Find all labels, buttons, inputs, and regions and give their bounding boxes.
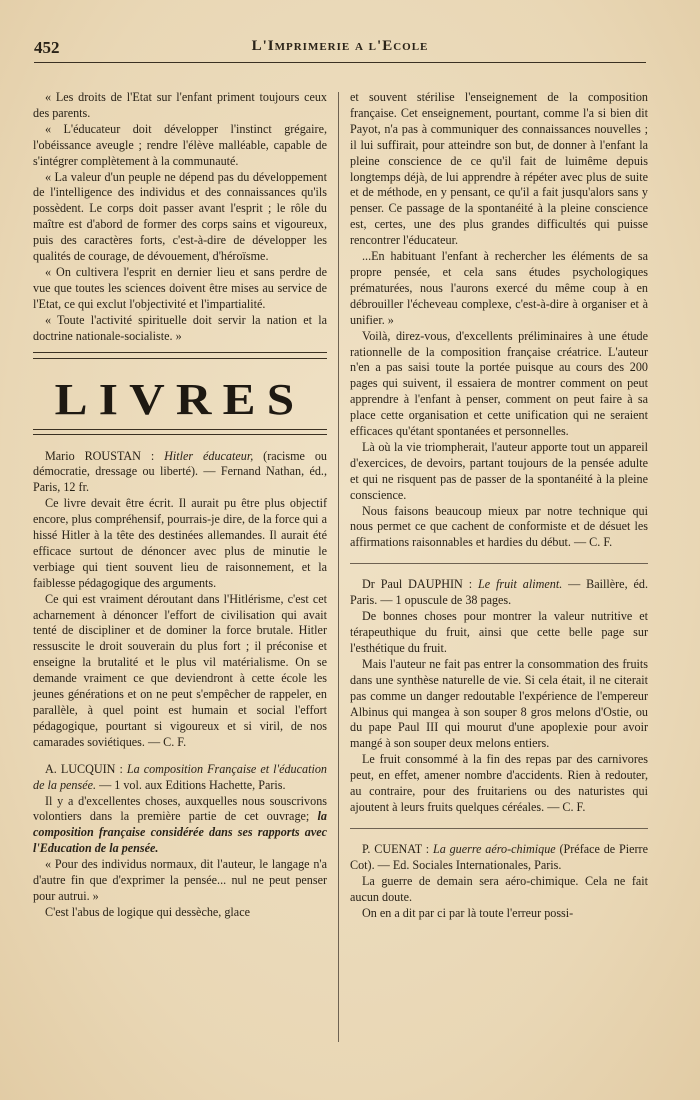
left-column — [33, 90, 327, 921]
header-rule — [34, 62, 646, 63]
review-paragraph: De bonnes choses pour montrer la valeur nutritive et térapeuthique du fruit, ainsi que cette belle page sur l'esthétique du fruit. — [350, 609, 648, 655]
author: A. LUCQUIN : — [45, 761, 127, 776]
publication-info: (racisme ou démocratie, dressage ou liberté). — Fernand Nathan, éd., Paris, 12 fr. — [33, 448, 327, 495]
review-paragraph: La guerre de demain sera aéro-chimique. Cela ne fait aucun doute. — [350, 873, 648, 904]
review-paragraph: On en a dit par ci par là toute l'erreur possi- — [362, 905, 574, 920]
review-paragraph: Nous faisons beaucoup mieux par notre technique qui nous permet ce que cachent de conformiste et de désuet les affirmations raisonnables et hardies du début. — C. F. — [350, 503, 648, 550]
review-separator — [350, 563, 648, 564]
book-title: La composition Française et l'éducation de la pensée. — [33, 761, 327, 792]
review-paragraph: ...En habituant l'enfant à rechercher les éléments de sa propre pensée, et cela sans études psychologiques prématurées, nous l'aurons exercé du même coup à en débrouiller l'écheveau complexe, c'est-à-dire à organiser et à unifier. » — [350, 249, 648, 327]
author: P. CUENAT : — [362, 841, 433, 856]
author: Mario ROUSTAN : — [45, 448, 165, 463]
review-heading-lucquin — [33, 762, 327, 794]
author: Dr Paul DAUPHIN : — [362, 577, 478, 592]
quote-paragraph: « Les droits de l'Etat sur l'enfant priment toujours ceux des parents. — [33, 90, 327, 120]
emphasis: la composition française considérée dans ses rapports avec l'Education de la pensée. — [33, 809, 327, 856]
review-heading-roustan — [33, 449, 327, 497]
review-paragraph: et souvent stérilise l'enseignement de la composition française. Cet enseignement, pourtant, comme l'a si bien dit Payot, n'a pas à communiquer des connaissances nouvelles ; il lui suffirait, pour atteindre son but, de donner à l'enfant la pleine conscience de ce qu'il fait de luimême depuis longtemps déjà, de lui apprendre à répéter avec plus de suite et de méthode, en y pensant, ce qu'il a fait jusqu'alors sans y penser. Ce passage de la spontanéité à la pleine conscience est, certes, une des plus grandes difficultés qui puisse rencontrer l'éducateur. — [350, 90, 648, 248]
review-paragraph: C'est l'abus de logique qui dessèche, glace — [45, 904, 250, 919]
section-title: LIVRES — [54, 374, 306, 424]
book-title: Hitler éducateur, — [164, 448, 254, 463]
review-paragraph: Le fruit consommé à la fin des repas par des carnivores peut, en effet, amener nombre d'accidents. Rien à redouter, au contraire, pour des fruitariens ou des naturistes qui ajoutent à leurs fruits quelques céréales. — C. F. — [350, 752, 648, 814]
review-paragraph: « Pour des individus normaux, dit l'auteur, le langage n'a d'autre fin que d'exprimer la pensée... nul ne peut penser pour autrui. » — [33, 857, 327, 903]
review-paragraph: Mais l'auteur ne fait pas entrer la consommation des fruits dans une synthèse naturelle de vie. Si cela était, il ne citerait pas comme un danger redoutable l'expérience de l'empereur Albinus qui mangea à son souper 8 gros melons d'Ostie, ou du pape Paul III qui mourut d'une apoplexie pour avoir mangé à son souper deux melons entiers. — [350, 656, 648, 751]
publication-info: — Baillère, éd. Paris. — 1 opuscule de 38 pages. — [350, 577, 648, 608]
book-title: La guerre aéro-chimique — [432, 841, 556, 856]
review-separator — [350, 828, 648, 829]
publication-info: — 1 vol. aux Editions Hachette, Paris. — [96, 777, 286, 792]
review-heading-dauphin — [350, 577, 648, 609]
publication-info: (Préface de Pierre Cot). — Ed. Sociales Internationales, Paris. — [350, 841, 648, 872]
review-heading-cuenat — [350, 842, 648, 874]
review-paragraph: Ce qui est vraiment déroutant dans l'Hitlérisme, c'est cet acharnement à dénoncer l'effort de civilisation qui avait tenté de discipliner et de dominer la force brutale. Hitler ressuscite le droit souverain du plus fort ; il préconise et enseigne la brutalité et le plus vil matérialisme. On se demande vraiment ce que deviendront à cette école les jeunes générations et on ne peut s'empêcher de rappeler, en parallèle, à quel point est humain et social l'effort pédagogique, pourtant si vigoureux et si viril, de nos camarades soviétiques. — C. F. — [33, 591, 327, 749]
quote-paragraph: « L'éducateur doit développer l'instinct grégaire, l'obéissance aveugle ; rendre l'élève malléable, capable de s'intégrer complètement à la communauté. — [33, 121, 327, 168]
review-paragraph: Ce livre devait être écrit. Il aurait pu être plus objectif encore, plus compréhensif, pourrais-je dire, de la force qui a hissé Hitler à la tête des destinées allemandes. Il aurait été efficace surtout de dénoncer avec plus de minutie le verbiage qui tient souvent lieu de raisonnement, et la faiblesse pédagogique des arguments. — [33, 496, 327, 590]
quote-paragraph: « La valeur d'un peuple ne dépend pas du développement de l'intelligence des individus et des connaissances qu'ils possèdent. Le corps doit passer avant l'esprit ; le rôle du maître est d'abord de former des corps sains et vigoureux, puis des caractères forts, c'est-à-dire de développer les qualités de courage, de dévouement, d'héroïsme. — [33, 169, 327, 264]
section-rule-bottom — [33, 429, 327, 435]
section-rule-top — [33, 352, 327, 359]
page-header — [34, 38, 646, 62]
quote-paragraph: « On cultivera l'esprit en dernier lieu et sans perdre de vue que toutes les sciences doivent être mises au service de l'Etat, ce qui exclut l'objectivité et l'impartialité. — [33, 264, 327, 311]
review-paragraph: Voilà, direz-vous, d'excellents préliminaires à une étude rationnelle de la composition française créatrice. L'auteur n'en a pas saisi toute la portée puisque au cours des 200 pages qui suivent, il essaiera de montrer comment on peut apprendre à l'enfant à penser, comment on peut faire à sa place cette organisation et cette unification qui ne seraient efficaces qu'étant spontanées et personnelles. — [350, 328, 648, 439]
review-paragraph: Là où la vie triompherait, l'auteur apporte tout un appareil d'exercices, de devoirs, partant toujours de la pensée adulte et qui ne risquent pas de passer de la spontanéité à la pleine conscience. — [350, 439, 648, 502]
book-title: Le fruit aliment. — [477, 577, 563, 592]
review-paragraph: Il y a d'excellentes choses, auxquelles nous souscrivons volontiers dans la première partie de cet ouvrage; la composition française considérée dans ses rapports avec l'Education de la pensée. — [33, 793, 327, 856]
running-title: L'Imprimerie a l'Ecole — [251, 38, 429, 54]
page-number: 452 — [34, 38, 60, 57]
column-divider — [338, 92, 339, 1042]
right-column — [350, 90, 648, 921]
quote-paragraph: « Toute l'activité spirituelle doit servir la nation et la doctrine nationale-socialiste. » — [33, 312, 327, 343]
